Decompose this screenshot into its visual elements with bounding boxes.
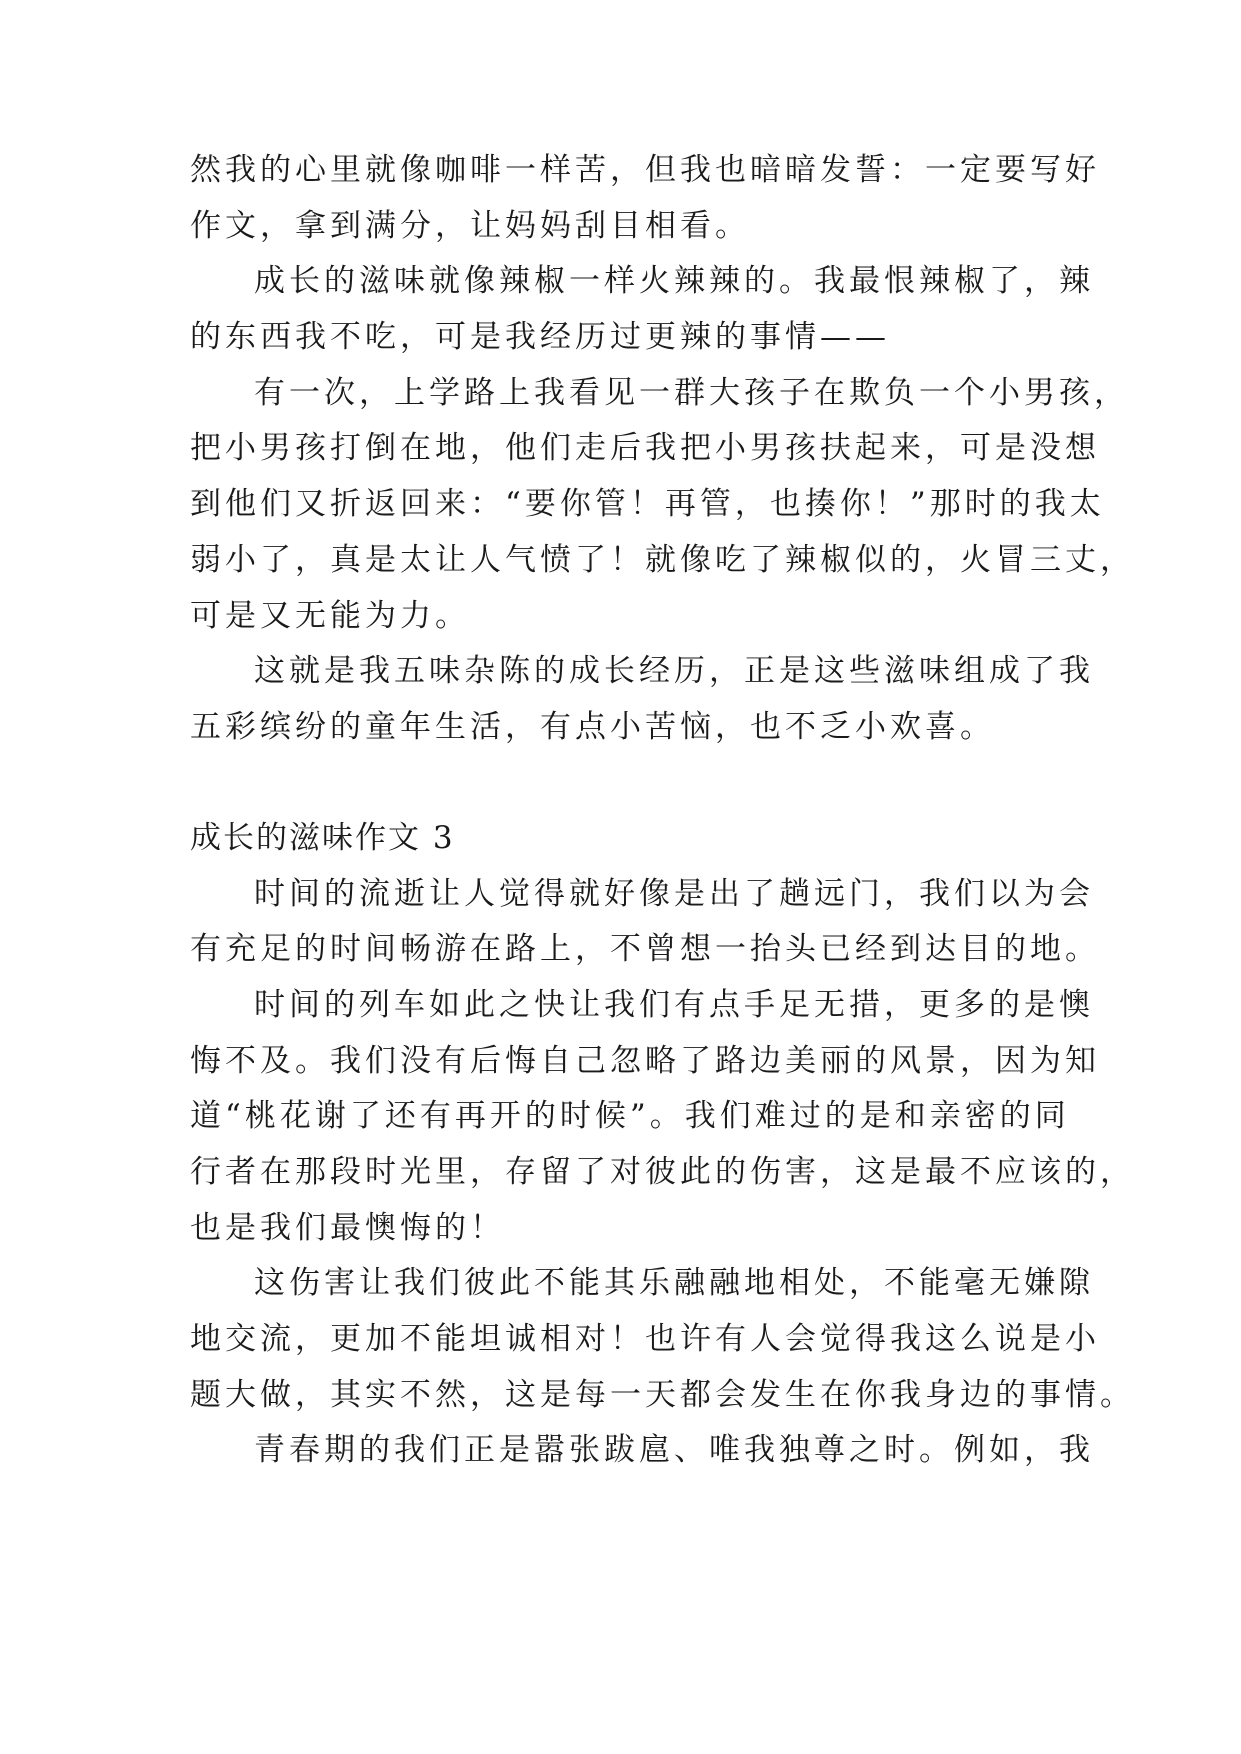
text-line: 也是我们最懊悔的！: [190, 1210, 505, 1246]
text-line: 五彩缤纷的童年生活，有点小苦恼，也不乏小欢喜。: [190, 709, 995, 745]
text-line: 有充足的时间畅游在路上，不曾想一抬头已经到达目的地。: [190, 931, 1100, 967]
paragraph-start-line: 青春期的我们正是嚣张跋扈、唯我独尊之时。例如，我: [254, 1432, 1094, 1468]
text-line: 到他们又折返回来：“要你管！再管，也揍你！”那时的我太: [190, 486, 1105, 522]
text-line: 可是又无能为力。: [190, 598, 470, 634]
text-line: 题大做，其实不然，这是每一天都会发生在你我身边的事情。: [190, 1377, 1135, 1413]
text-line: 地交流，更加不能坦诚相对！也许有人会觉得我这么说是小: [190, 1321, 1100, 1357]
paragraph-start-line: 这伤害让我们彼此不能其乐融融地相处，不能毫无嫌隙: [254, 1265, 1094, 1301]
paragraph-start-line: 成长的滋味就像辣椒一样火辣辣的。我最恨辣椒了，辣: [254, 263, 1094, 299]
text-line: 弱小了，真是太让人气愤了！就像吃了辣椒似的，火冒三丈，: [190, 542, 1135, 578]
text-line: 悔不及。我们没有后悔自己忽略了路边美丽的风景，因为知: [190, 1043, 1100, 1079]
section-heading: 成长的滋味作文 3: [190, 820, 455, 856]
paragraph-start-line: 时间的流逝让人觉得就好像是出了趟远门，我们以为会: [254, 876, 1094, 912]
paragraph-start-line: 有一次，上学路上我看见一群大孩子在欺负一个小男孩，: [254, 375, 1129, 411]
text-line: 的东西我不吃，可是我经历过更辣的事情——: [190, 319, 890, 355]
text-line: 道“桃花谢了还有再开的时候”。我们难过的是和亲密的同: [190, 1098, 1070, 1134]
text-line: 作文，拿到满分，让妈妈刮目相看。: [190, 208, 750, 244]
paragraph-start-line: 这就是我五味杂陈的成长经历，正是这些滋味组成了我: [254, 653, 1094, 689]
text-line: 然我的心里就像咖啡一样苦，但我也暗暗发誓：一定要写好: [190, 152, 1100, 188]
text-line: 把小男孩打倒在地，他们走后我把小男孩扶起来，可是没想: [190, 430, 1100, 466]
paragraph-start-line: 时间的列车如此之快让我们有点手足无措，更多的是懊: [254, 987, 1094, 1023]
text-line: 行者在那段时光里，存留了对彼此的伤害，这是最不应该的，: [190, 1154, 1135, 1190]
